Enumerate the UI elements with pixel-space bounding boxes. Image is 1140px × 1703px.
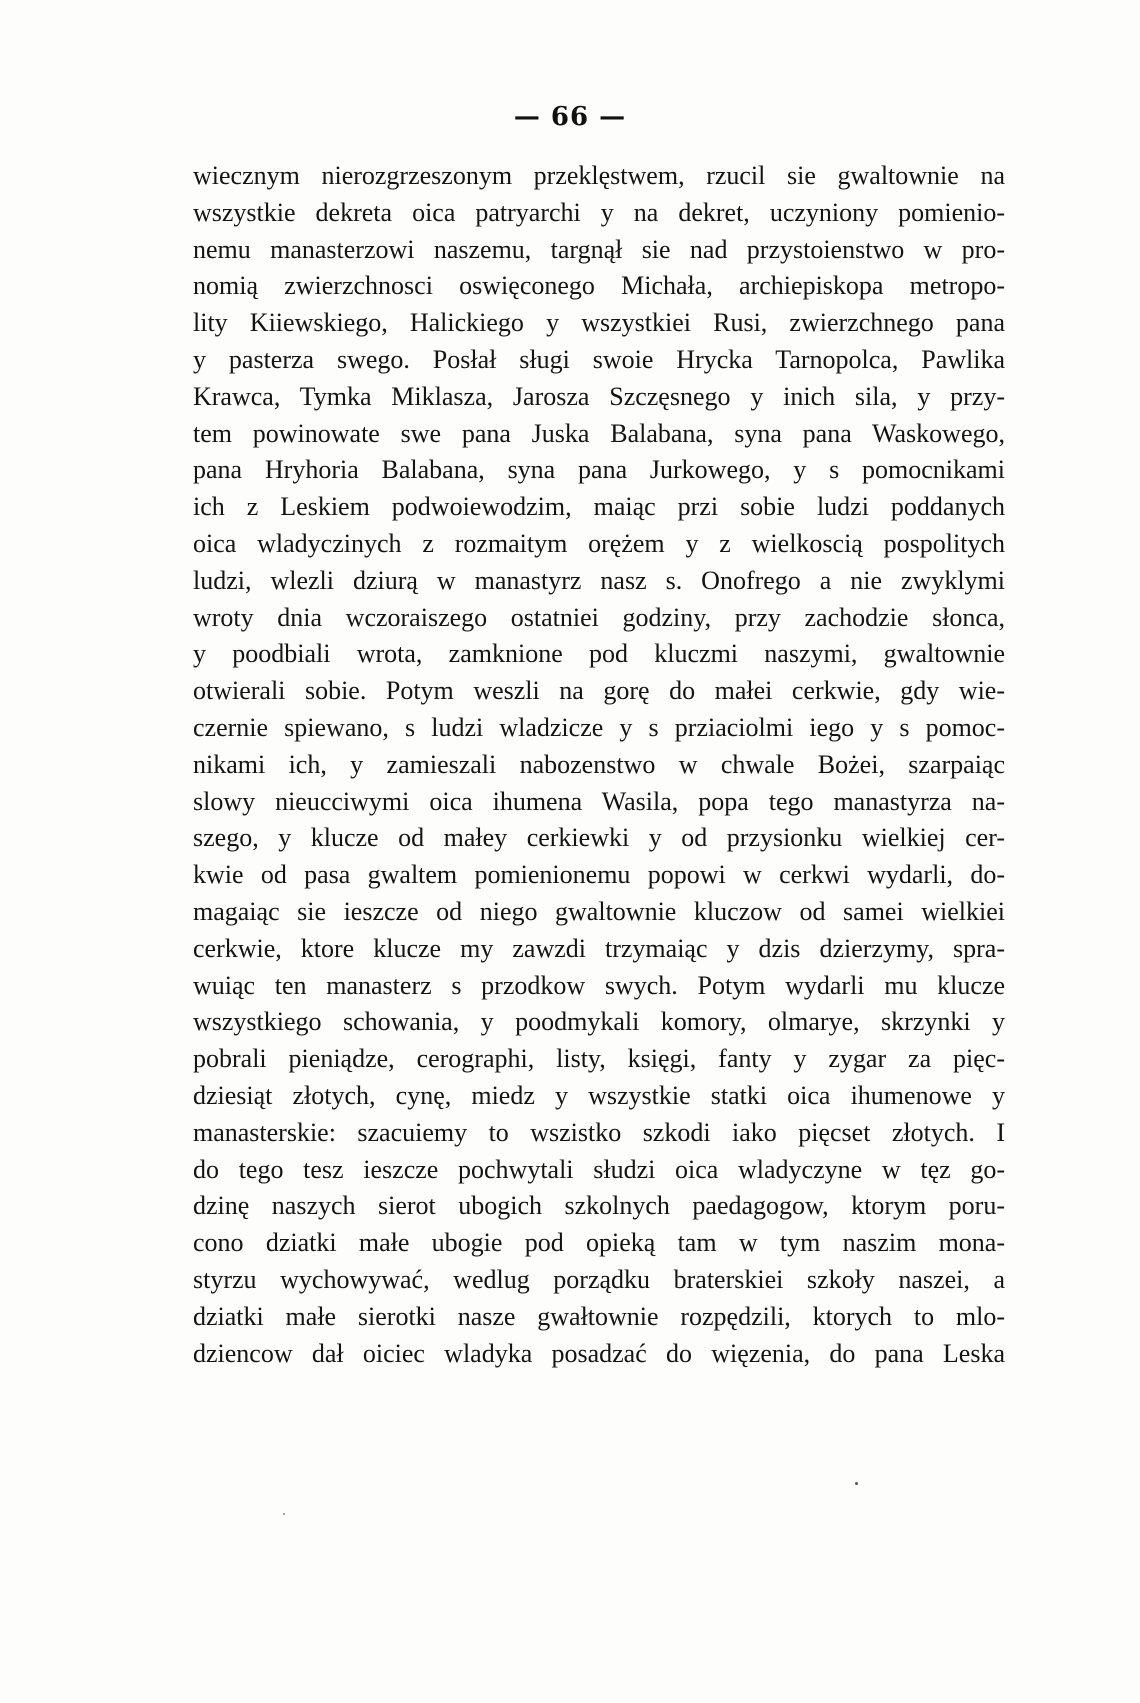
text-line: wroty dnia wczoraiszego ostatniei godziny, przy zachodzie słonca, [193, 602, 1005, 632]
text-line: slowy nieucciwymi oica ihumena Wasila, popa tego manastyrza na- [193, 786, 1005, 816]
text-line: manasterskie: szacuiemy to wszistko szkodi iako pięcset złotych. I [193, 1117, 1005, 1147]
text-line: ich z Leskiem podwoiewodzim, maiąc przi sobie ludzi poddanych [193, 492, 1005, 522]
text-line: wszystkie dekreta oica patryarchi y na dekret, uczyniony pomienio- [193, 197, 1005, 227]
text-line: wuiąc ten manasterz s przodkow swych. Potym wydarli mu klucze [193, 970, 1005, 1000]
text-line: Krawca, Tymka Miklasza, Jarosza Szczęsnego y inich sila, y przy- [193, 381, 1005, 411]
text-line: pana Hryhoria Balabana, syna pana Jurkowego, y s pomocnikami [193, 455, 1005, 485]
text-line: nikami ich, y zamieszali nabozenstwo w chwale Bożei, szarpaiąc [193, 749, 1005, 779]
text-line: ludzi, wlezli dziurą w manastyrz nasz s. Onofrego a nie zwyklymi [193, 565, 1005, 595]
text-line: y pasterza swego. Posłał sługi swoie Hrycka Tarnopolca, Pawlika [193, 344, 1005, 374]
text-line: dziesiąt złotych, cynę, miedz y wszystkie statki oica ihumenowe y [193, 1080, 1005, 1110]
text-line: magaiąc sie ieszcze od niego gwaltownie kluczow od samei wielkiei [193, 896, 1005, 926]
text-line: nemu manasterzowi naszemu, targnął sie nad przystoienstwo w pro- [193, 234, 1005, 264]
text-line: nomią zwierzchnosci oswięconego Michała, archiepiskopa metropo- [193, 271, 1005, 301]
print-speck [283, 1513, 285, 1515]
body-text [193, 158, 1005, 1372]
text-line: otwierali sobie. Potym weszli na gorę do małei cerkwie, gdy wie- [193, 676, 1005, 706]
text-line: pobrali pieniądze, cerographi, listy, księgi, fanty y zygar za pięc- [193, 1044, 1005, 1074]
text-line: dziencow dał oiciec wladyka posadzać do więzenia, do pana Leska [193, 1338, 1005, 1368]
text-line: y poodbiali wrota, zamknione pod kluczmi naszymi, gwaltownie [193, 639, 1005, 669]
text-line: do tego tesz ieszcze pochwytali słudzi oica wladyczyne w tęz go- [193, 1154, 1005, 1184]
text-line: lity Kiiewskiego, Halickiego y wszystkiei Rusi, zwierzchnego pana [193, 308, 1005, 338]
text-line: cerkwie, ktore klucze my zawzdi trzymaiąc y dzis dzierzymy, spra- [193, 933, 1005, 963]
text-line: kwie od pasa gwaltem pomienionemu popowi w cerkwi wydarli, do- [193, 860, 1005, 890]
text-line: oica wladyczinych z rozmaitym orężem y z wielkoscią pospolitych [193, 528, 1005, 558]
print-speck [855, 1482, 858, 1485]
text-line: dzinę naszych sierot ubogich szkolnych paedagogow, ktorym poru- [193, 1191, 1005, 1221]
text-line: styrzu wychowywać, wedlug porządku braterskiei szkoły naszei, a [193, 1264, 1005, 1294]
text-line: cono dziatki małe ubogie pod opieką tam w tym naszim mona- [193, 1228, 1005, 1258]
text-line: wiecznym nierozgrzeszonym przeklęstwem, rzucil sie gwaltownie na [193, 161, 1005, 190]
page-number: — 66 — [513, 102, 627, 132]
text-line: szego, y klucze od małey cerkiewki y od przysionku wielkiej cer- [193, 823, 1005, 853]
text-line: dziatki małe sierotki nasze gwałtownie rozpędzili, ktorych to mlo- [193, 1301, 1005, 1331]
text-line: tem powinowate swe pana Juska Balabana, syna pana Waskowego, [193, 418, 1005, 448]
text-line: czernie spiewano, s ludzi wladzicze y s prziaciolmi iego y s pomoc- [193, 712, 1005, 742]
text-line: wszystkiego schowania, y poodmykali komory, olmarye, skrzynki y [193, 1007, 1005, 1037]
